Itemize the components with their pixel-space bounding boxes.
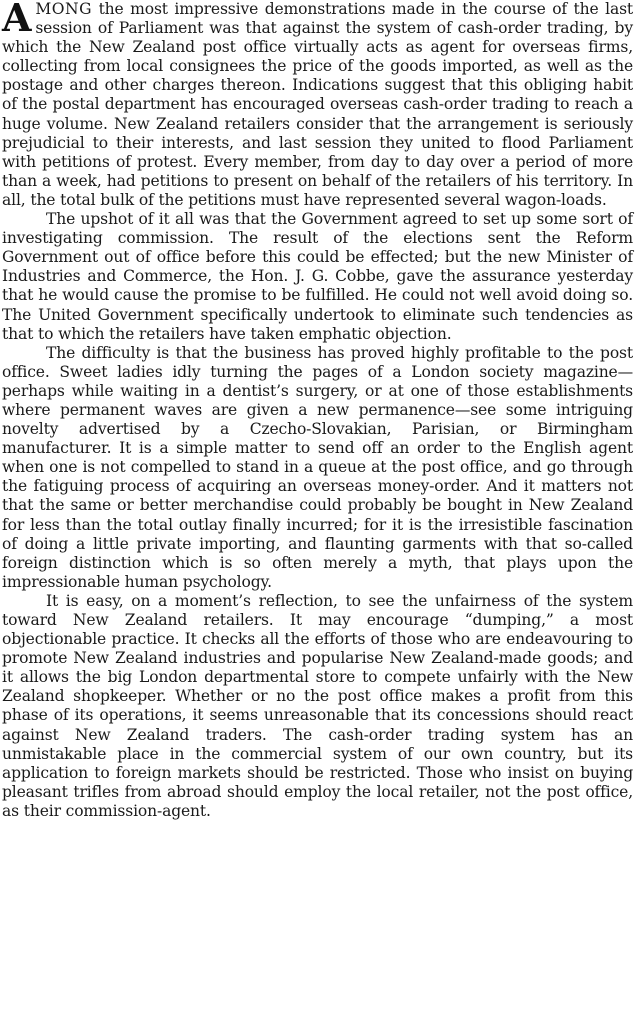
article-paragraph-4: It is easy, on a moment’s reflection, to see the unfairness of the system toward New Zealand retailers. It may encourage “dumping,” a most objectionable practice. It checks all the efforts of those who are endeavouring to promote New Zealand industries and popularise New Zealand-made goods; and it allows the big London departmental store to compete unfairly with the New Zealand shopkeeper. Whether or no the post office makes a profit from this phase of its operations, it seems unreasonable that its concessions should react against New Zealand traders. The cash-order trading system has an unmistakable place in the commercial system of our own country, but its application to foreign markets should be restricted. Those who insist on buying pleasant trifles from abroad should employ the local retailer, not the post office, as their commission-agent. <box>2 591 633 820</box>
article-paragraph-1 <box>2 0 633 210</box>
drop-cap: A <box>2 0 32 40</box>
article-paragraph-2: The upshot of it all was that the Government agreed to set up some sort of investigating commission. The result of the elections sent the Reform Government out of office before this could be effected; but the new Minister of Industries and Commerce, the Hon. J. G. Cobbe, gave the assurance yesterday that he would cause the promise to be fulfilled. He could not well avoid doing so. The United Government specifically undertook to eliminate such tendencies as that to which the retailers have taken emphatic objection. <box>2 210 633 343</box>
paragraph-1-text: the most impressive demonstrations made in the course of the last session of Parliament was that against the system of cash-order trading, by which the New Zealand post office virtually acts as agent for overseas firms, collecting from local consignees the price of the goods imported, as well as the postage and other charges thereon. Indications suggest that this obliging habit of the postal department has encouraged overseas cash-order trading to reach a huge volume. New Zealand retailers consider that the arrangement is seriously prejudicial to their interests, and last session they united to flood Parliament with petitions of protest. Every member, from day to day over a period of more than a week, had petitions to present on behalf of the retailers of his territory. In all, the total bulk of the petitions must have represented several wagon-loads. <box>2 0 633 209</box>
article-paragraph-3: The difficulty is that the business has proved highly profitable to the post office. Sweet ladies idly turning the pages of a London society magazine—perhaps while waiting in a dentist’s surgery, or at one of those establishments where permanent waves are given a new permanence—see some intriguing novelty advertised by a Czecho-Slovakian, Parisian, or Birmingham manufacturer. It is a simple matter to send off an order to the English agent when one is not compelled to stand in a queue at the post office, and go through the fatiguing process of acquiring an overseas money-order. And it matters not that the same or better merchandise could probably be bought in New Zealand for less than the total outlay finally incurred; for it is the irresistible fascination of doing a little private importing, and flaunting garments with that so-called foreign distinction which is so often merely a myth, that plays upon the impressionable human psychology. <box>2 343 633 591</box>
lead-caps: MONG <box>35 0 93 18</box>
